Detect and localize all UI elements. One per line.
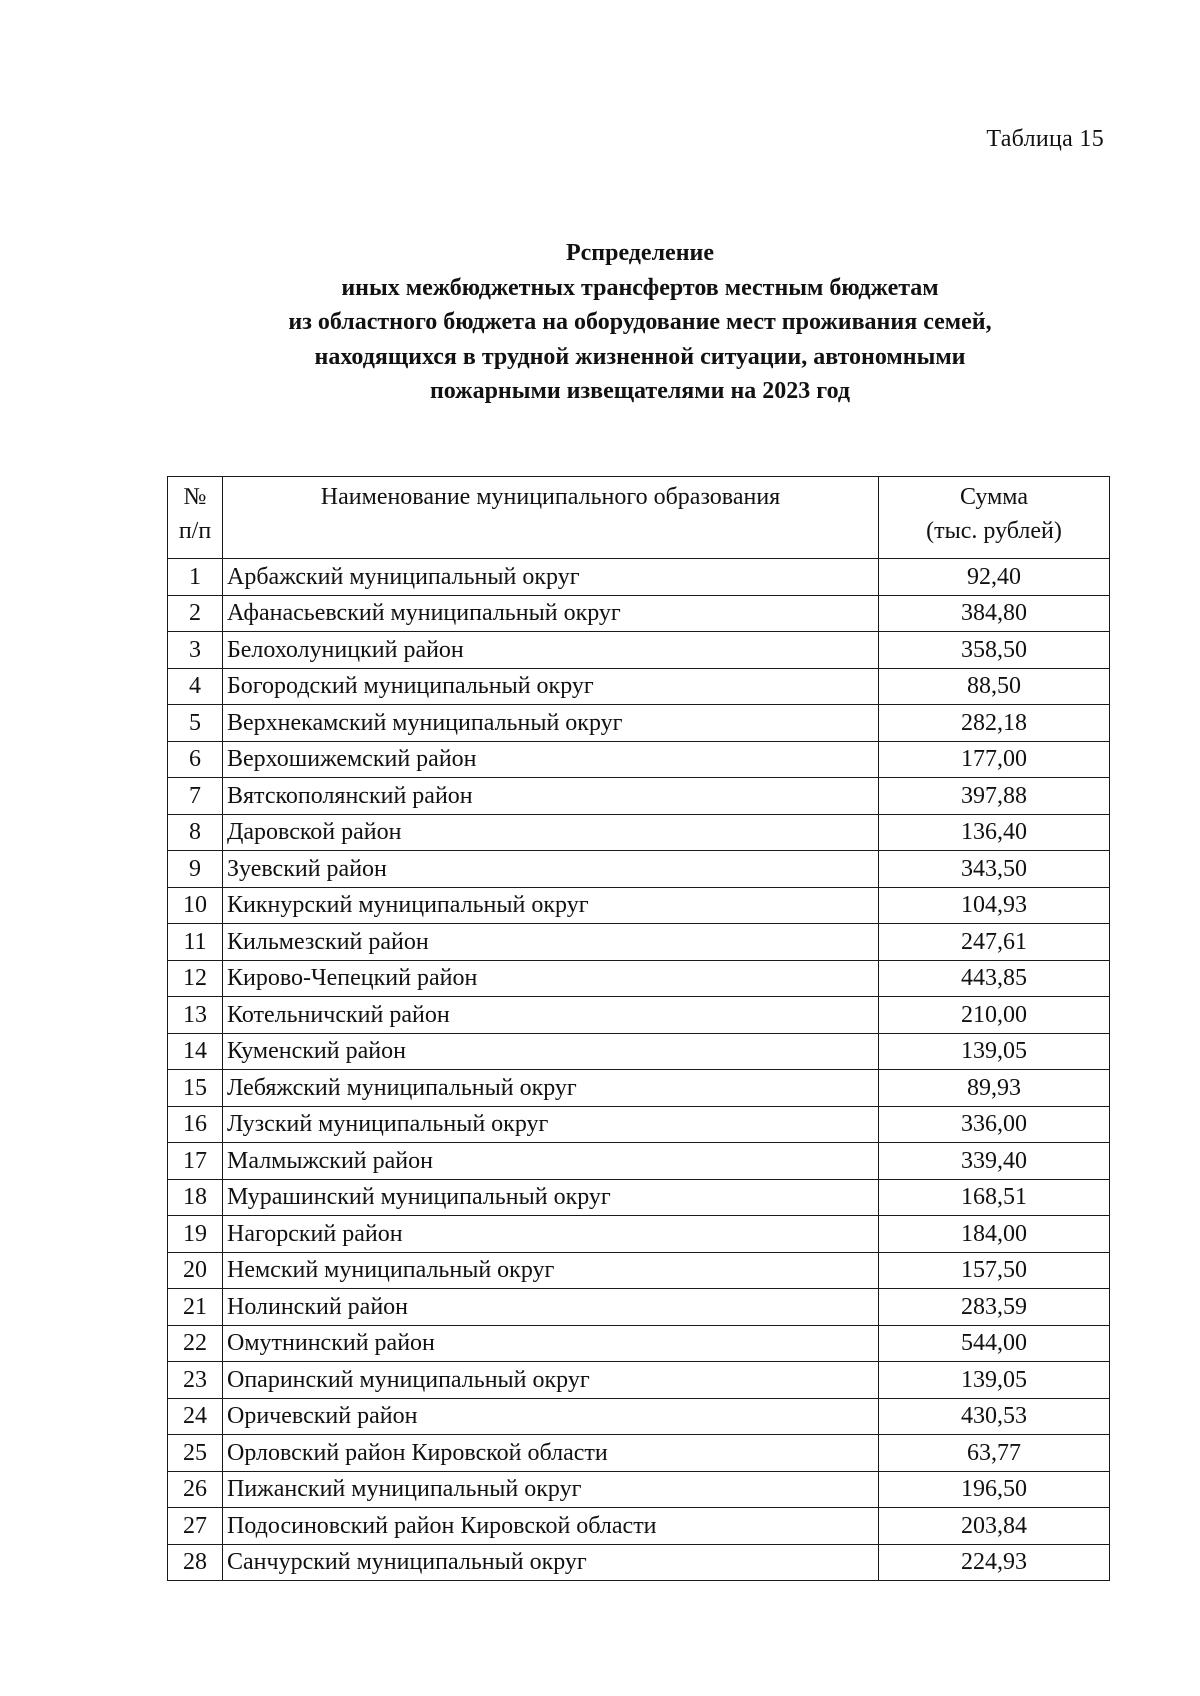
title-line: находящихся в трудной жизненной ситуации, автономными [314,343,966,370]
table-row [168,1143,1110,1180]
municipality-name: Опаринский муниципальный округ [223,1362,879,1399]
row-number: 17 [168,1143,223,1180]
row-number: 12 [168,960,223,997]
amount-value: 224,93 [879,1544,1110,1581]
row-number: 20 [168,1252,223,1289]
municipality-name: Орловский район Кировской области [223,1435,879,1472]
table-row [168,851,1110,888]
table-row [168,1362,1110,1399]
municipality-name: Белохолуницкий район [223,632,879,669]
municipality-name: Котельничский район [223,997,879,1034]
municipality-name: Арбажский муниципальный округ [223,559,879,596]
amount-value: 157,50 [879,1252,1110,1289]
title-line: из областного бюджета на оборудование мест проживания семей, [288,309,992,335]
amount-value: 343,50 [879,851,1110,888]
header-number [168,477,223,559]
municipality-name: Мурашинский муниципальный округ [223,1179,879,1216]
row-number: 3 [168,632,223,669]
table-row [168,1325,1110,1362]
row-number: 18 [168,1179,223,1216]
amount-value: 139,05 [879,1362,1110,1399]
table-row [168,632,1110,669]
row-number: 7 [168,778,223,815]
municipality-name: Кильмезский район [223,924,879,961]
amount-value: 358,50 [879,632,1110,669]
row-number: 6 [168,741,223,778]
amount-value: 282,18 [879,705,1110,742]
title-line: иных межбюджетных трансфертов местным бюджетам [341,274,939,301]
header-number-abbr: п/п [178,518,212,544]
amount-value: 104,93 [879,887,1110,924]
header-municipality-name: Наименование муниципального образования [223,477,879,559]
municipality-name: Лузский муниципальный округ [223,1106,879,1143]
amount-value: 336,00 [879,1106,1110,1143]
row-number: 15 [168,1070,223,1107]
row-number: 25 [168,1435,223,1472]
row-number: 28 [168,1544,223,1581]
document-title [180,236,1100,409]
amount-value: 88,50 [879,668,1110,705]
amount-value: 247,61 [879,924,1110,961]
table-row [168,1398,1110,1435]
municipality-name: Малмыжский район [223,1143,879,1180]
amount-value: 339,40 [879,1143,1110,1180]
row-number: 21 [168,1289,223,1326]
municipality-name: Зуевский район [223,851,879,888]
table-row [168,741,1110,778]
row-number: 27 [168,1508,223,1545]
table-row [168,924,1110,961]
table-row [168,1435,1110,1472]
amount-value: 203,84 [879,1508,1110,1545]
amount-value: 210,00 [879,997,1110,1034]
row-number: 9 [168,851,223,888]
distribution-table-container [167,476,1109,1581]
table-row [168,1508,1110,1545]
amount-value: 283,59 [879,1289,1110,1326]
table-row [168,887,1110,924]
row-number: 24 [168,1398,223,1435]
municipality-name: Верхнекамский муниципальный округ [223,705,879,742]
amount-value: 184,00 [879,1216,1110,1253]
table-row [168,595,1110,632]
row-number: 14 [168,1033,223,1070]
table-row [168,1544,1110,1581]
amount-value: 89,93 [879,1070,1110,1107]
municipality-name: Афанасьевский муниципальный округ [223,595,879,632]
municipality-name: Лебяжский муниципальный округ [223,1070,879,1107]
municipality-name: Нагорский район [223,1216,879,1253]
table-row [168,1179,1110,1216]
title-line: пожарными извещателями на 2023 год [429,378,851,404]
amount-value: 63,77 [879,1435,1110,1472]
amount-value: 196,50 [879,1471,1110,1508]
table-row [168,1106,1110,1143]
municipality-name: Кирово-Чепецкий район [223,960,879,997]
table-row [168,668,1110,705]
table-row [168,1471,1110,1508]
row-number: 10 [168,887,223,924]
table-row [168,1289,1110,1326]
row-number: 16 [168,1106,223,1143]
table-row [168,1033,1110,1070]
municipality-name: Омутнинский район [223,1325,879,1362]
row-number: 5 [168,705,223,742]
table-row [168,1252,1110,1289]
municipality-name: Верхошижемский район [223,741,879,778]
amount-value: 443,85 [879,960,1110,997]
table-body [168,559,1110,1581]
amount-value: 397,88 [879,778,1110,815]
amount-value: 168,51 [879,1179,1110,1216]
table-number-label: Таблица 15 [986,126,1104,152]
row-number: 26 [168,1471,223,1508]
municipality-name: Вятскополянский район [223,778,879,815]
amount-value: 384,80 [879,595,1110,632]
municipality-name: Кикнурский муниципальный округ [223,887,879,924]
row-number: 4 [168,668,223,705]
municipality-name: Богородский муниципальный округ [223,668,879,705]
municipality-name: Нолинский район [223,1289,879,1326]
municipality-name: Даровской район [223,814,879,851]
table-row [168,997,1110,1034]
row-number: 2 [168,595,223,632]
row-number: 23 [168,1362,223,1399]
row-number: 11 [168,924,223,961]
amount-value: 430,53 [879,1398,1110,1435]
table-row [168,778,1110,815]
amount-value: 136,40 [879,814,1110,851]
header-sum-unit: (тыс. рублей) [926,518,1062,544]
municipality-name: Немский муниципальный округ [223,1252,879,1289]
amount-value: 177,00 [879,741,1110,778]
table-header-row [168,477,1110,559]
distribution-table [167,476,1110,1581]
header-sum [879,477,1110,559]
municipality-name: Санчурский муниципальный округ [223,1544,879,1581]
title-line: Рспределение [565,240,715,266]
table-row [168,1070,1110,1107]
amount-value: 92,40 [879,559,1110,596]
table-row [168,705,1110,742]
header-sum-title: Сумма [960,484,1028,510]
amount-value: 544,00 [879,1325,1110,1362]
amount-value: 139,05 [879,1033,1110,1070]
row-number: 19 [168,1216,223,1253]
row-number: 8 [168,814,223,851]
table-row [168,814,1110,851]
row-number: 22 [168,1325,223,1362]
table-row [168,559,1110,596]
table-row [168,960,1110,997]
header-number-symbol: № [183,484,207,510]
row-number: 13 [168,997,223,1034]
municipality-name: Подосиновский район Кировской области [223,1508,879,1545]
municipality-name: Куменский район [223,1033,879,1070]
municipality-name: Оричевский район [223,1398,879,1435]
row-number: 1 [168,559,223,596]
municipality-name: Пижанский муниципальный округ [223,1471,879,1508]
table-row [168,1216,1110,1253]
